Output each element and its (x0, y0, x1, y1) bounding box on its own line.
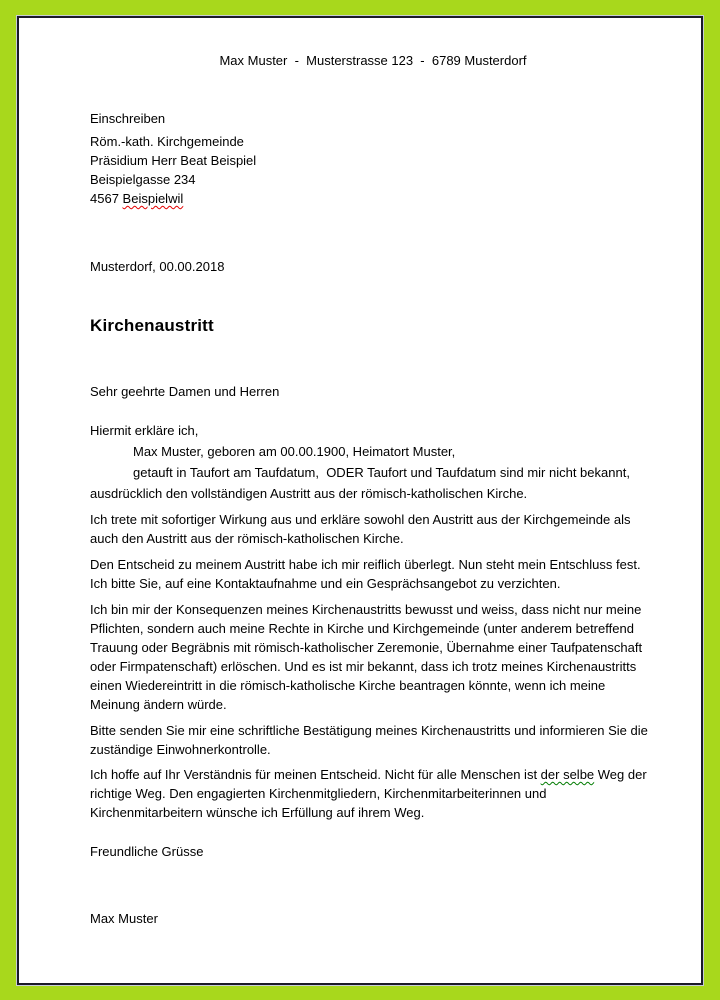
recipient-zip: 4567 (90, 191, 123, 206)
body-paragraph-decision-final: Den Entscheid zu meinem Austritt habe ich mir reiflich überlegt. Nun steht mein Entschluss fest. Ich bitte Sie, auf eine Kontaktaufnahme und ein Gesprächsangebot zu verzichten. (90, 557, 645, 591)
closing-line: Freundliche Grüsse (90, 844, 204, 859)
recipient-city-line (90, 189, 656, 208)
declaration-intro-line: Hiermit erkläre ich, (90, 423, 199, 438)
declaration-block (90, 420, 656, 504)
recipient-street: Beispielgasse 234 (90, 172, 196, 187)
farewell-text-before-grammar-flag: Ich hoffe auf Ihr Verständnis für meinen Entscheid. Nicht für alle Menschen ist (90, 767, 541, 782)
body-paragraph-confirmation-request: Bitte senden Sie mir eine schriftliche Bestätigung meines Kirchenaustritts und informieren Sie die zuständige Einwohnerkontrolle. (90, 723, 652, 757)
declaration-baptism-line: getauft in Taufort am Taufdatum, ODER Taufort und Taufdatum sind mir nicht bekannt, (133, 465, 630, 480)
declaration-personal-data-line: Max Muster, geboren am 00.00.1900, Heimatort Muster, (133, 444, 456, 459)
sender-header-line: Max Muster - Musterstrasse 123 - 6789 Musterdorf (219, 53, 527, 68)
recipient-organization: Röm.-kath. Kirchgemeinde (90, 134, 244, 149)
body-paragraph-consequences: Ich bin mir der Konsequenzen meines Kirchenaustritts bewusst und weiss, dass nicht nur meine Pflichten, sondern auch meine Rechte in Kirche und Kirchgemeinde (unter anderem betreffend Trauung oder Begräbnis mit römisch-katholischer Zeremonie, Übernahme einer Taufpatenschaft oder Firmpatenschaft) erlöschen. Und es ist mir bekannt, dass ich trotz meines Kirchenaustritts einen Wiedereintritt in die römisch-katholische Kirche beantragen könnte, wenn ich meine Meinung ändern würde. (90, 602, 646, 712)
body-paragraph-farewell (90, 765, 656, 822)
place-and-date-line: Musterdorf, 00.00.2018 (90, 259, 225, 274)
farewell-grammar-flagged-words: der selbe (540, 767, 595, 782)
recipient-attention: Präsidium Herr Beat Beispiel (90, 153, 257, 168)
subject-heading: Kirchenaustritt (90, 316, 214, 335)
recipient-city-spellcheck-word: Beispielwil (122, 191, 184, 206)
letter-content (19, 18, 701, 928)
signature-name: Max Muster (90, 911, 158, 926)
farewell-text-after-grammar-flag: Weg der richtige Weg. Den engagierten Kirchenmitgliedern, Kirchenmitarbeiterinnen und Kirchenmitarbeitern wünsche ich Erfüllung auf ihrem Weg. (90, 767, 651, 820)
salutation-line: Sehr geehrte Damen und Herren (90, 384, 280, 399)
recipient-address-block (90, 132, 656, 208)
delivery-method-label: Einschreiben (90, 111, 166, 126)
letter-page (17, 16, 703, 985)
declaration-outro-line: ausdrücklich den vollständigen Austritt aus der römisch-katholischen Kirche. (90, 486, 528, 501)
body-paragraph-immediate-effect: Ich trete mit sofortiger Wirkung aus und erkläre sowohl den Austritt aus der Kirchgemeinde als auch den Austritt aus der römisch-katholischen Kirche. (90, 512, 635, 546)
